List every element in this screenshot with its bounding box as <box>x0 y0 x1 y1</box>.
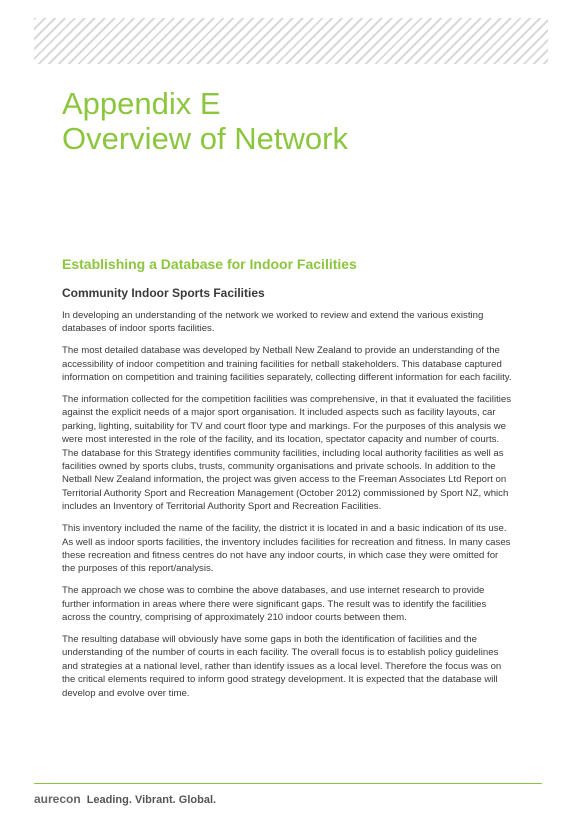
paragraph: In developing an understanding of the network we worked to review and extend the various existing databases of indoor sports facilities. <box>62 310 484 335</box>
paragraph: This inventory included the name of the facility, the district it is located in and a basic indication of its use. As well as indoor sports facilities, the inventory includes facilities for recreation and fitness. In many cases these recreation and fitness centres do not have any indoor courts, in which case they were omitted for the purposes of this report/analysis. <box>62 523 511 575</box>
page-title <box>62 86 348 156</box>
paragraph: The approach we chose was to combine the above databases, and use internet research to provide further information in areas where there were significant gaps. The result was to identify the facilities across the country, comprising of approximately 210 indoor courts between them. <box>62 585 487 624</box>
paragraph: The resulting database will obviously have some gaps in both the identification of facilities and the understanding of the number of courts in each facility. The overall focus is to establish policy guidelines and strategies at a national level, rather than identify issues as a local level. Therefore the focus was on the critical elements required to inform good strategy development. It is expected that the database will develop and evolve over time. <box>62 634 502 699</box>
body-text <box>62 309 514 709</box>
footer-divider <box>34 783 542 784</box>
page-title-line-1: Appendix E <box>62 86 221 121</box>
header-hatch-band <box>34 18 548 64</box>
brand-tagline: Leading. Vibrant. Global. <box>86 794 217 806</box>
paragraph: The most detailed database was developed by Netball New Zealand to provide an understanding of the accessibility of indoor competition and training facilities for netball stakeholders. This database captured information on competition and training facilities separately, collecting different information for each facility. <box>62 345 512 384</box>
brand-logo: aurecon <box>34 792 81 806</box>
page-title-line-2: Overview of Network <box>62 121 348 156</box>
section-subheading: Community Indoor Sports Facilities <box>62 286 265 300</box>
footer <box>34 792 216 806</box>
paragraph: The information collected for the competition facilities was comprehensive, in that it evaluated the facilities against the explicit needs of a major sport organisation. It included aspects such as facility layouts, car parking, lighting, suitability for TV and court floor type and markings. For the purposes of this analysis we were most interested in the role of the facility, and its location, spectator capacity and number of courts. The database for this Strategy identifies community facilities, including local authority facilities as well as facilities owned by sports clubs, trusts, community organisations and private schools. In addition to the Netball New Zealand information, the project was given access to the Freeman Associates Ltd Report on Territorial Authority Sport and Recreation Management (October 2012) commissioned by Sport NZ, which includes an Inventory of Territorial Authority Sport and Recreation Facilities. <box>62 394 511 513</box>
section-heading: Establishing a Database for Indoor Facilities <box>62 256 357 272</box>
